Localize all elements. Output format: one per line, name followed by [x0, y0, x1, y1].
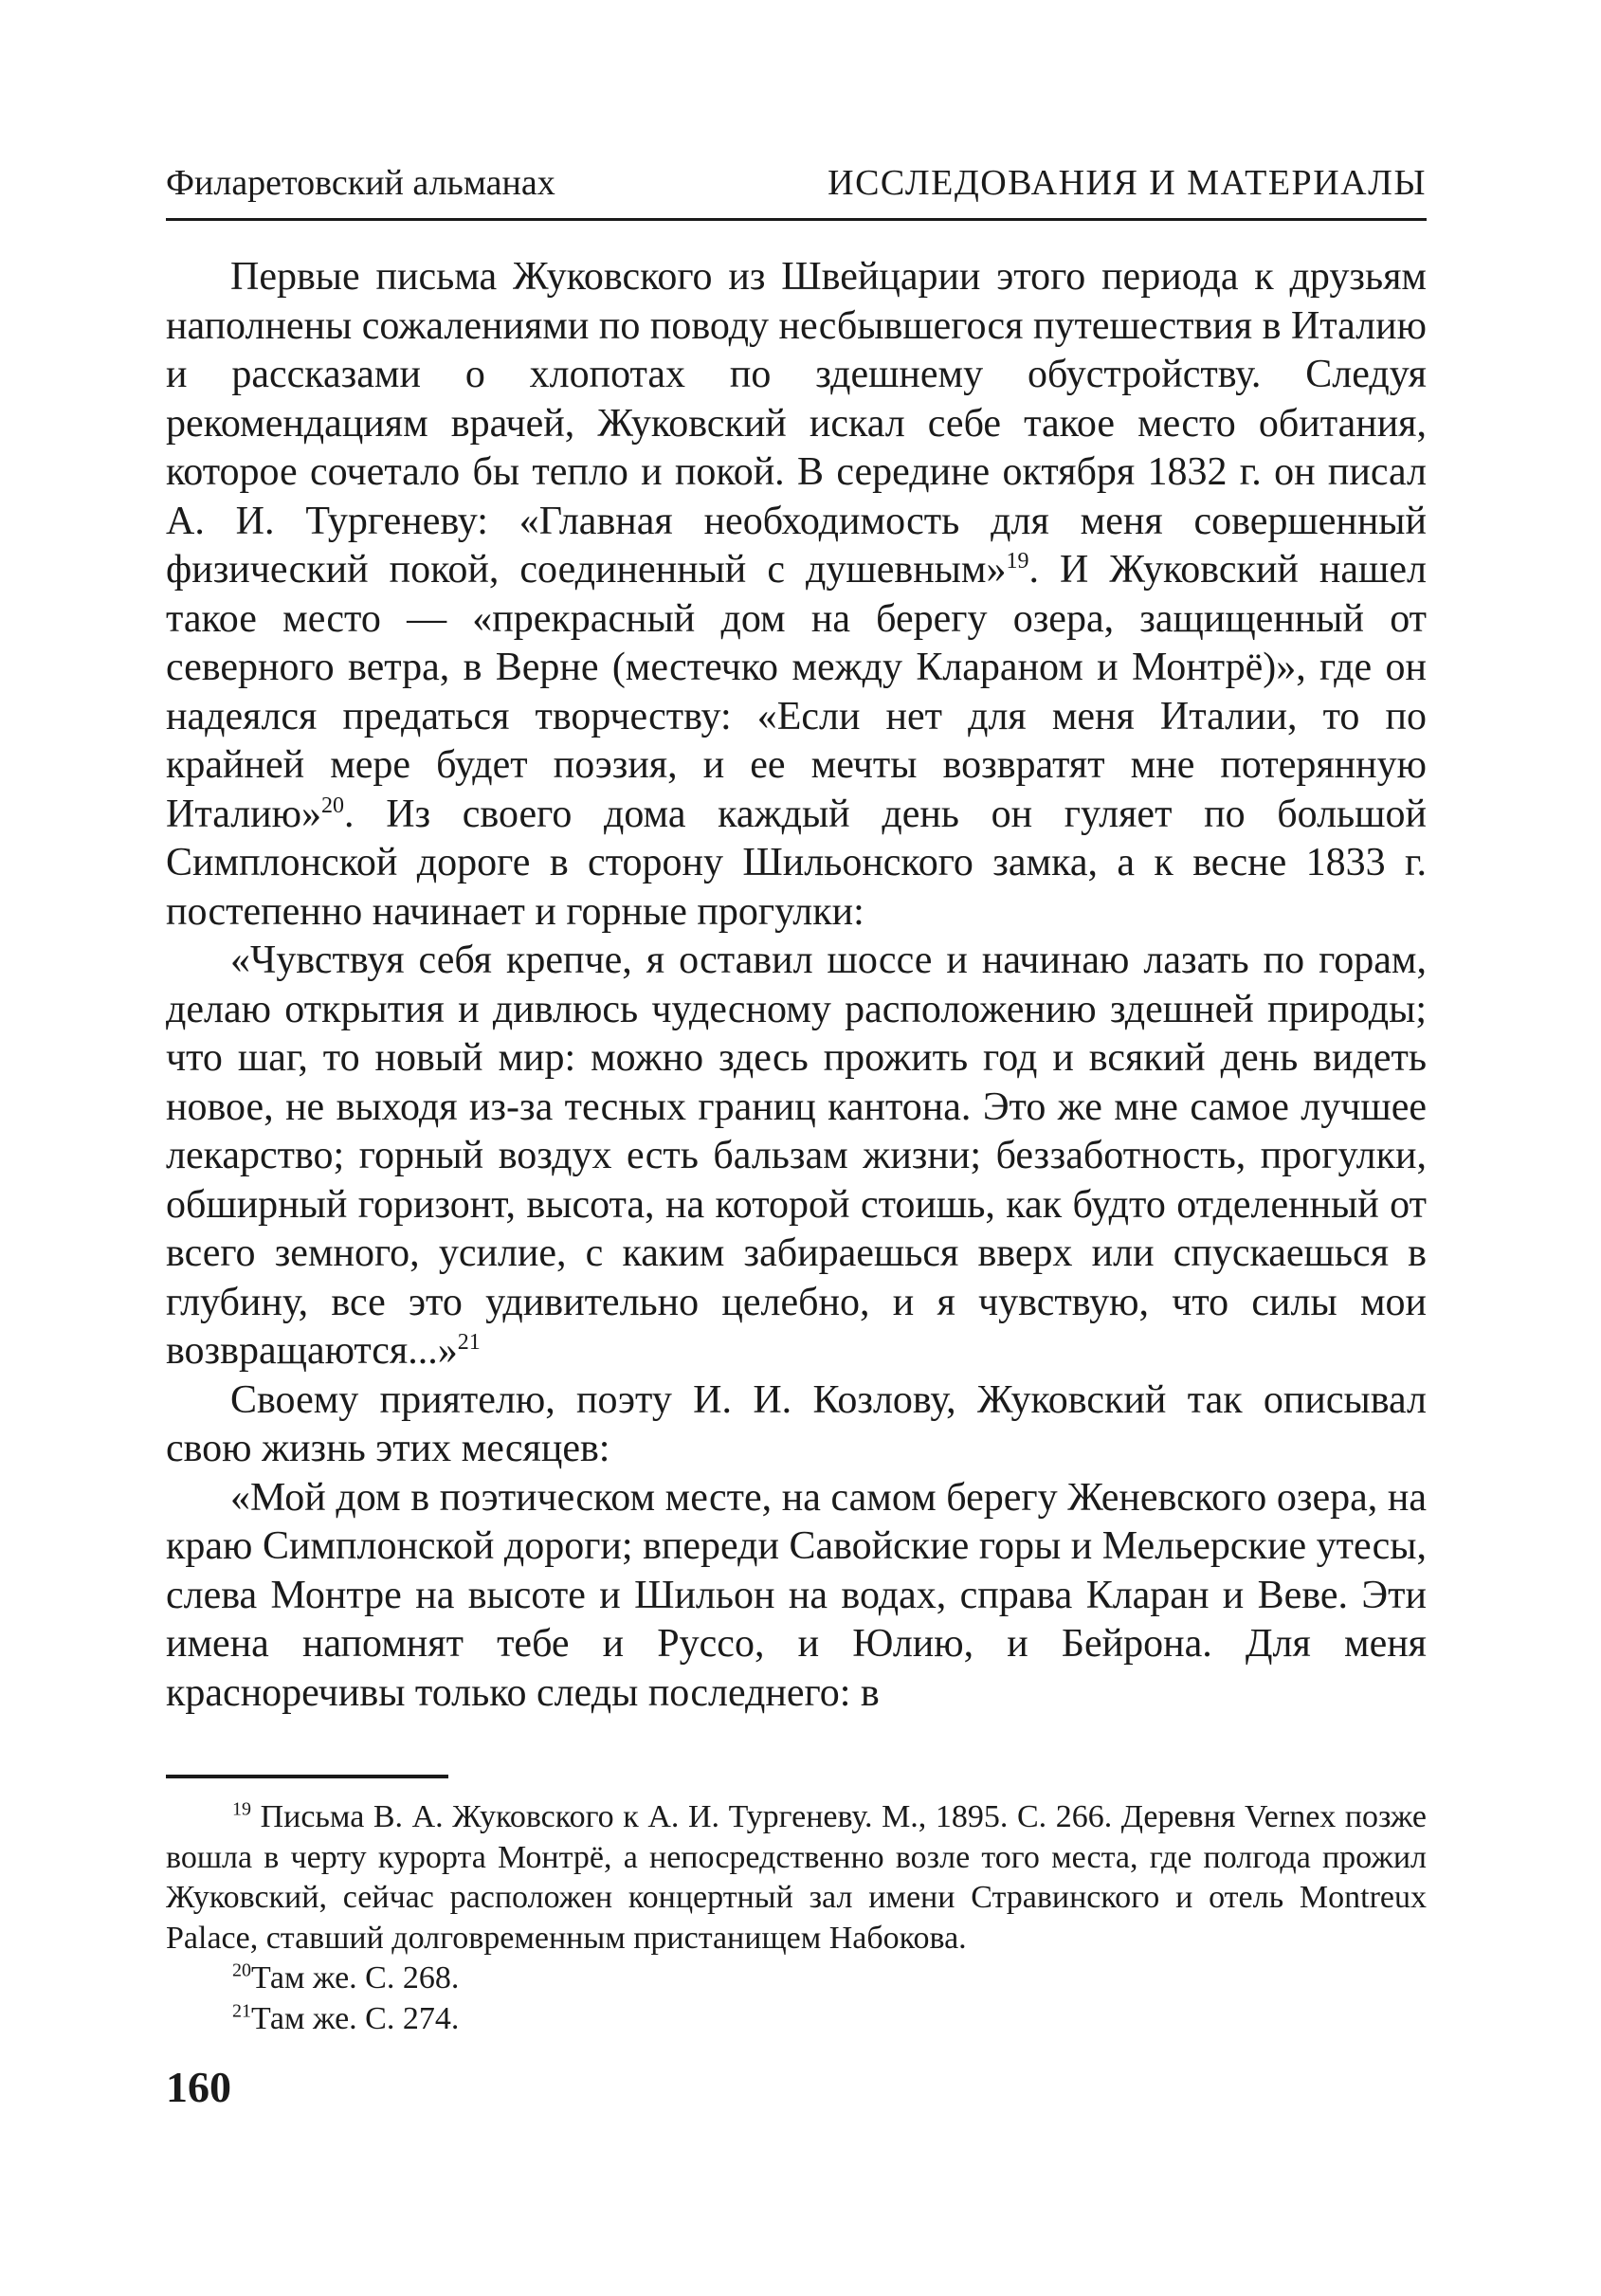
footnote-text: Письма В. А. Жуковского к А. И. Тургеневу. М., 1895. С. 266. Деревня Vernex позже вошла в черту курорта Монтрё, а непосредственно возле того места, где полгода прожил Жуковский, сейчас расположен концертный зал имени Стравинского и отель Montreux Palace, ставший долговременным пристанищем Набокова. [166, 1799, 1428, 1956]
footnote-rule [166, 1775, 448, 1778]
paragraph [166, 1376, 1427, 1474]
footnote-ref: 20 [321, 793, 345, 818]
main-text [166, 253, 1427, 1718]
paragraph [166, 253, 1427, 937]
footnote [166, 1959, 1427, 1999]
page-number: 160 [166, 2063, 231, 2111]
header-bar [166, 155, 1427, 211]
paragraph-text: «Чувствуя себя крепче, я оставил шоссе и начинаю лазать по горам, делаю открытия и дивлюсь чудесному расположению здешней природы; что шаг, то новый мир: можно здесь прожить год и всякий день видеть новое, не выходя из-за тесных границ кантона. Это же мне самое лучшее лекарство; горный воздух есть бальзам жизни; беззаботность, прогулки, обширный горизонт, высота, на которой стоишь, как будто отделенный от всего земного, усилие, с каким забираешься вверх или спускаешься в глубину, все это удивительно целебно, и я чувствую, что силы мои возвращаются...» [166, 938, 1427, 1373]
footnote [166, 1999, 1427, 2040]
footnote-number: 21 [232, 2000, 251, 2022]
footnote [166, 1797, 1427, 1959]
footnote-number: 19 [232, 1798, 251, 1820]
paragraph-text: Своему приятелю, поэту И. И. Козлову, Жуковский так описывал свою жизнь этих месяцев: [166, 1377, 1427, 1470]
header-rule [166, 218, 1427, 221]
journal-title: Филаретовский альманах [166, 163, 555, 203]
quote-paragraph [166, 937, 1427, 1376]
footnote-ref: 21 [457, 1330, 481, 1355]
paragraph-text: . И Жуковский нашел такое место — «прекрасный дом на берегу озера, защищенный от северного ветра, в Верне (местечко между Клараном и Монтрё)», где он надеялся предаться творчеству: «Если нет для меня Италии, то по крайней мере будет поэзия, и ее мечты возвратят мне потерянную Италию» [166, 548, 1427, 836]
footnote-text: Там же. С. 274. [251, 2000, 460, 2036]
footnote-ref: 19 [1006, 549, 1029, 574]
footnote-number: 20 [232, 1959, 251, 1981]
footnote-text: Там же. С. 268. [251, 1960, 460, 1995]
paragraph-text: «Мой дом в поэтическом месте, на самом берегу Женевского озера, на краю Симплонской дороги; впереди Савойские горы и Мельерские утесы, слева Монтре на высоте и Шильон на водах, справа Кларан и Веве. Эти имена напомнят тебе и Руссо, и Юлию, и Бейрона. Для меня красноречивы только следы последнего: в [166, 1475, 1427, 1715]
footnotes [166, 1797, 1427, 2039]
paragraph-text: . Из своего дома каждый день он гуляет по большой Симплонской дороге в сторону Шильонского замка, а к весне 1833 г. постепенно начинает и горные прогулки: [166, 792, 1427, 934]
quote-paragraph [166, 1474, 1427, 1719]
section-title: ИССЛЕДОВАНИЯ И МАТЕРИАЛЫ [828, 163, 1427, 203]
paragraph-text: Первые письма Жуковского из Швейцарии этого периода к друзьям наполнены сожалениями по поводу несбывшегося путешествия в Италию и рассказами о хлопотах по здешнему обустройству. Следуя рекомендациям врачей, Жуковский искал себе такое место обитания, которое сочетало бы тепло и покой. В середине октября 1832 г. он писал А. И. Тургеневу: «Главная необходимость для меня совершенный физический покой, соединенный с душевным» [166, 255, 1427, 592]
